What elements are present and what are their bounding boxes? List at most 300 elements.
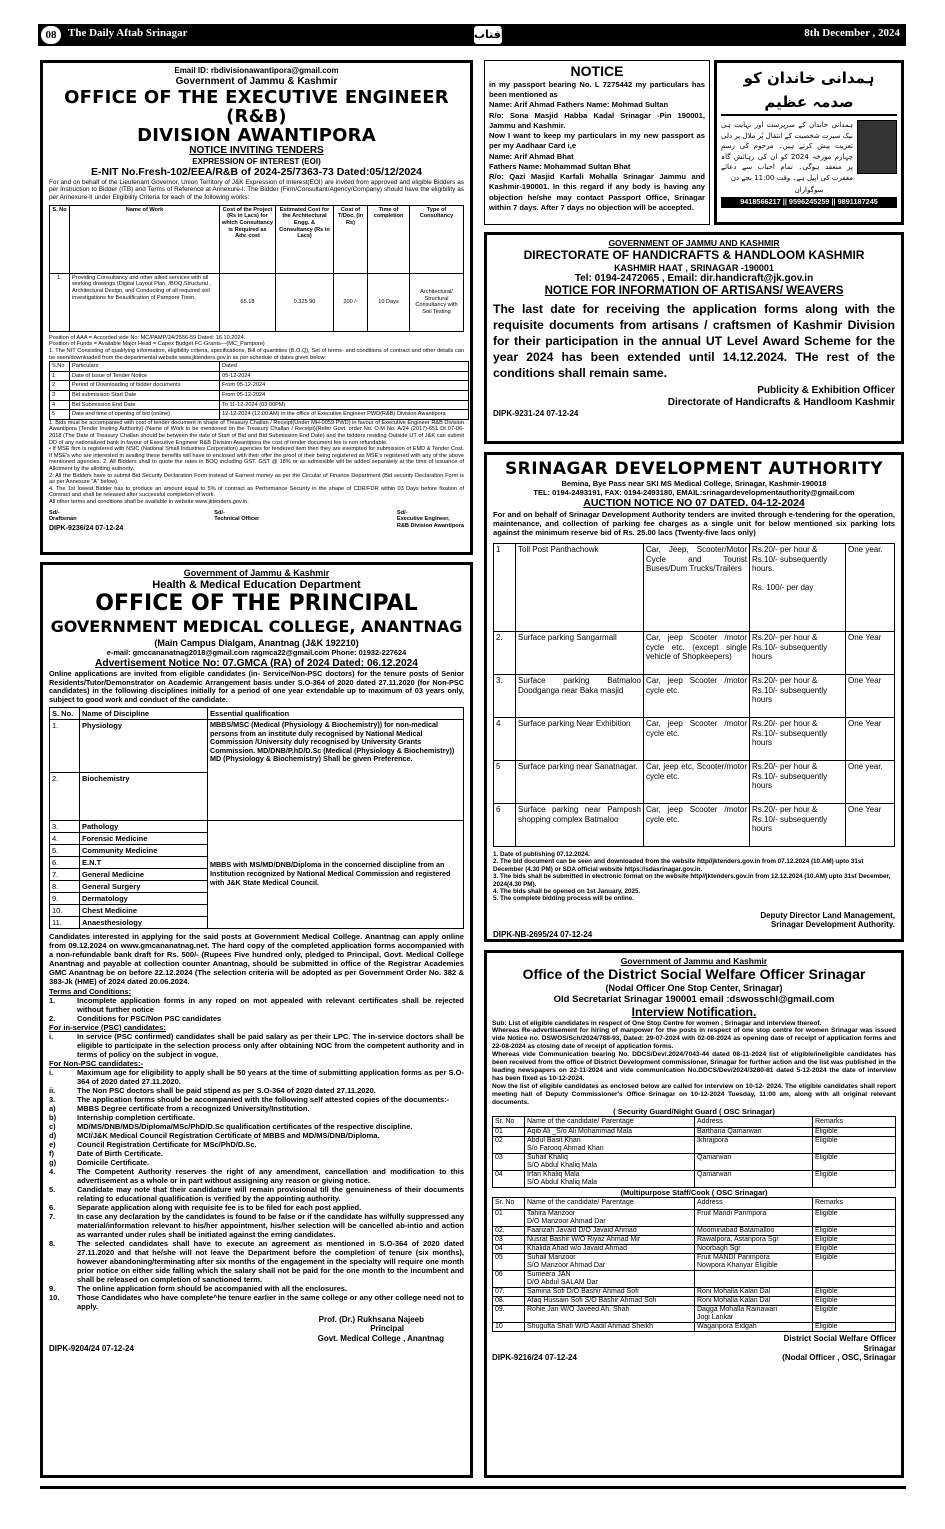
parking-cell: Surface parking near Pamposh shopping complex Batmaloo [516,803,644,846]
schedule-cell: 3 [50,391,70,401]
gmc-inservice-item [49,1032,464,1059]
sda-title: SRINAGAR DEVELOPMENT AUTHORITY [504,459,884,479]
gmc-sno: 2. [50,772,80,820]
parking-cell: Car, Jeep, Scooter/Motor Cycle and Tourist Buses/Dum Trucks/Trailers [644,543,750,631]
gmc-nonpsc-item [49,1113,464,1122]
gmc-qual1: MBBS/MSC (Medical (Physiology & Biochemistry)) for non-medical persons from an institute duly recognised by National Medical Commission /University duly recognised by University Grants Commission. MD/DNB/P.hD/D.Sc (Medical (Physiology & Biochemistry)) [210,719,455,755]
gmc-govt: Government of Jammu & Kashmir [183,568,330,578]
gmc-nonpsc-item-text: The application forms should be accompanied with the following self attested copies of the documents:- [77,1094,450,1104]
hc-address: KASHMIR HAAT , SRINAGAR -190001 [614,262,774,273]
schedule-cell: 05-12-2024 [220,371,469,381]
gmc-sno: 5. [50,844,80,856]
dswo-sub: (Nodal Officer One Stop Center, Srinagar) [605,982,783,993]
candidate-cell: 08. [493,1297,525,1306]
candidate-cell: Eligible [813,1306,896,1323]
rb-govt: Government of Jammu & Kashmir [175,75,338,87]
gmc-nonpsc-item [49,1293,464,1311]
gmc-nonpsc-item-num: f) [49,1148,54,1158]
sda-sig1: Deputy Director Land Management, [760,910,895,920]
rb-th: Type of Consultancy [410,205,464,273]
schedule-cell: Period of Downloading of bidder documents [70,381,220,391]
gmc-nonpsc-item-text: Date of Birth Certificate. [77,1148,163,1158]
gmc-nonpsc-item-text: MCI/J&K Medical Council Registration Certificate of MBBS and MD/MS/DNB/Diploma. [77,1130,380,1140]
gmc-inservice-heading: For in-service (PSC) candidates: [49,1022,166,1032]
parking-cell: 3. [494,674,516,717]
gmc-nonpsc-item [49,1212,464,1239]
parking-cell: Car, jeep Scooter /motor cycle etc. [644,674,750,717]
parking-cell: One Year [846,631,895,674]
dswo-interview-notice [484,950,904,1478]
candidate-cell: Suhail Manzoor S/O Manzoor Ahmad Dar [525,1253,695,1270]
gmc-nonpsc-item-text: In case any declaration by the candidates is found to be false or if the candidate has wilfully suppressed any material/information relevant to his/her appointment, his/her selection will be cancelled ab-intio and action as warranted under rules shall be initiated against the erring candidates. [77,1211,464,1239]
candidate-row [493,1297,896,1306]
gmc-nonpsc-item [49,1104,464,1113]
gmc-discipline: Physiology [80,719,208,772]
schedule-cell: Bid submission Start Date [70,391,220,401]
gmc-para: Candidates interested in applying for the said posts at Government Medical College. Anantnag can apply online from 09.12.2024 on www.gmcananatnag.net. The hard copy of the completed application forms accompanied with a non-refundable bank draft for Rs. 500/- (Rupees Five hundred only, pledged to Principal, Govt. Medical College Anantnag and payable at collection counter Anantnag, should be submitted in office of the Registrar Academies GMC Anantnag be on before 22.12.2024 (The selection criteria will be adopted as per Government Order No. 382 & 383-Jk (HME) of 2024 dated 20.06.2024. [49,931,464,987]
candidate-cell: Sumeera JAN D/O Abdul SALAM Dar [525,1270,695,1287]
gmc-sno: 8. [50,880,80,892]
schedule-cell: From 05-12-2024 [220,391,469,401]
rb-th: Time of completion [368,205,410,273]
parking-cell: 6 [494,803,516,846]
parking-cell: Rs.20/- per hour & Rs.10/- subsequently hours [750,760,846,803]
sda-note: 1. Date of publishing 07.12.2024. [493,850,590,858]
dswo-sig1: District Social Welfare Officer [783,1334,896,1344]
gmc-nonpsc-item-text: The Competent Authority reserves the right of any amendment, cancellation and modification to this advertisement as a whole or in part without assigning any reason or giving notice. [77,1166,464,1185]
parking-cell: 1 [494,543,516,631]
candidate-cell: 04 [493,1171,525,1188]
candidate-row [493,1270,896,1287]
gmc-nonpsc-item [49,1203,464,1212]
gmc-nonpsc-item-text: Those Candidates who have complete^he tenure earlier in the same college or any other college need not to apply. [77,1292,464,1311]
hc-govt: GOVERNMENT OF JAMMU AND KASHMIR [608,238,780,248]
gmc-nonpsc-item-num: ii. [49,1085,56,1095]
gmc-nonpsc-heading: For Non-PSC candidates:- [49,1058,144,1068]
schedule-row [50,371,469,381]
candidate-cell: Afaq Hussain Sofi S/O Bashir Ahmad Sofi [525,1297,695,1306]
candidate-cell: Moominabad Batamalloo [695,1226,813,1235]
gmc-qual2: MD (Physiology & Biochemistry) Shall be given Preference. [210,754,413,764]
rb-note: 1. The NIT Consisting of qualifying information, eligibility criteria, specifications, Bill of quantities (B.O.Q), Set of terms- and conditions of contract and other details can be seen/downloaded from the departmental website www.jktenders.gov.in as per schedule of dates given below: [49,348,464,361]
handicrafts-notice [484,232,904,444]
candidate-row [493,1127,896,1136]
rb-sd: Sd/- [49,509,60,516]
issue-date: 8th December , 2024 [804,27,900,39]
gmc-nonpsc-item [49,1095,464,1104]
gmc-nonpsc-item [49,1185,464,1203]
candidate-cell: Eligible [813,1136,896,1153]
gmc-dept: Health & Medical Education Department [152,578,361,591]
parking-cell: Toll Post Panthachowk [516,543,644,631]
notice-line: R/o: Qazi Masjid Karfali Mohalla Srinagar Jammu and Kashmir-190001. In this regard if any body is having any objection he/she may contact Passport Office, Srinagar within 7 days. After 7 days no objection will be accepted. [489,172,705,212]
candidate-cell: Eligible [813,1235,896,1244]
dswo-paras [492,1020,896,1107]
rb-sd: Sd/- [396,509,408,516]
rb-th: Cost of the Project (Rs in Lacs) for which Consultancy is Required as Adv. cost [220,205,276,273]
gmc-nonpsc-item-text: The selected candidates shall have to execute an agreement as mentioned in S.O-364 of 2020 dated 27.11.2020 and that he/she will not leave the Department before the completion of tenure (six months), however abandoning/terminating after six months of the engagement in the specialty will require one month prior notice on either side falling which the salary shall not be paid for the one month to the incumbent and shall be released on completion of sanctioned term. [77,1238,464,1284]
rb-th: Name of Work [70,205,220,273]
gmc-inservice [49,1032,464,1059]
parking-cell: Surface parking near Sanatnagar. [516,760,644,803]
notice-title: NOTICE [570,63,624,79]
candidate-cell: Fruit Mandi Parimpora [695,1209,813,1226]
rb-th: Cost of T/Doc. (in Rs) [334,205,368,273]
gmc-term-text: Incomplete application forms in any roped on mot appealed with relevant certificates shall be rejected without further notice [77,995,464,1014]
gmc-discipline: Pathology [80,820,208,832]
sda-note: 2. The bid document can be seen and downloaded from the website http//jktenders.gov.in from 07.12.2024 (10.AM) upto 31st December (4.30 PM) or SDA official website https://sdasrinagar.gov.in. [493,858,864,873]
passport-notice [484,60,710,225]
dswo-address: Old Secretariat Srinagar 190001 email :dswosschl@gmail.com [553,993,835,1005]
gmc-advertisement [40,562,473,1478]
rb-email: Email ID: rbdivisionawantipora@gmail.com [174,66,339,75]
gmc-discipline: Biochemistry [80,772,208,820]
schedule-row [50,400,469,410]
gmc-sig2: Principal [370,1324,404,1334]
gmc-th: S. No. [50,707,80,719]
candidate-cell: Ikhrajpora [695,1136,813,1153]
gmc-nonpsc-item [49,1167,464,1185]
dswo-th: Sr. No [493,1198,525,1209]
hc-heading: NOTICE FOR INFORMATION OF ARTISANS/ WEAVERS [544,285,844,298]
gmc-sno: 10. [50,904,80,916]
dswo-th: Address [695,1116,813,1127]
parking-cell: 4 [494,717,516,760]
gmc-discipline: General Surgery [80,880,208,892]
gmc-discipline: Dermatology [80,892,208,904]
gmc-discipline-table [49,707,464,929]
rb-th: Estimated Cost for the Architectural Engg. & Consultancy (Rs in Lacs) [276,205,334,273]
candidate-cell: Rohie Jan W/O Javeed Ah. Shah [525,1306,695,1323]
parking-row [494,760,895,803]
sda-sig2: Srinagar Development Authority. [770,920,895,930]
candidate-cell: 03 [493,1154,525,1171]
gmc-nonpsc-item-num: 7. [49,1211,56,1221]
candidate-cell [695,1270,813,1287]
candidate-row [493,1209,896,1226]
rb-sig-ee: Executive Engineer, [396,516,450,523]
gmc-nonpsc-item-text: Maximum age for eligibility to apply shall be 50 years at the time of submitting application forms as per S.O-364 of 2020 dated 27.11.2020. [77,1067,464,1086]
candidate-cell: Qamarwari [695,1171,813,1188]
gmc-term [49,1014,464,1023]
gmc-sig1: Prof. (Dr.) Rukhsana Najeeb [318,1314,424,1324]
notice-line: R/o: Sona Masjid Habba Kadal Srinagar -Pin 190001, Jammu and Kashmir. [489,110,705,130]
hc-title: DIRECTORATE OF HANDICRAFTS & HANDLOOM KASHMIR [523,248,865,263]
gmc-th: Name of Discipline [80,707,208,719]
candidate-cell: Khalida Ahad w/o Javaid Ahmad [525,1244,695,1253]
candidate-cell: Irfan Khaliq Mala S/O Abdul Khaliq Mala [525,1171,695,1188]
dswo-th: Sr. No [493,1116,525,1127]
parking-row [494,631,895,674]
gmc-nonpsc-item-text: Domicile Certificate. [77,1157,150,1167]
rb-condition: All other terms and conditions shall be available in website www.jktenders.gov.in. [49,498,249,505]
dswo-table-2 [492,1197,896,1332]
gmc-intro: Online applications are invited from eligible candidates (in- Service/Non-PSC doctors) for the tenure posts of Senior Residents/Tutor/Demonstrator on Academic Arrangement basis under S.O-364 of 2020 dated 27.11.2020 (for Non-PSC candidates) in the following disciplines initially for a period of one year extendable up to maximum of 03 years only, subject to good work and conduct of the candidate. [49,668,464,705]
candidate-cell: 04 [493,1244,525,1253]
candidate-cell: 07. [493,1288,525,1297]
gmc-inservice-item-text: In service (PSC confirmed) candidates shall be paid salary as per their LPC. The in-service doctors shall be eligible to participate in the selection process only after obtaining NOC from the competent authority and in terms of policy on the subject in vogue. [77,1031,464,1059]
gmc-nonpsc-item-num: 6. [49,1202,56,1212]
schedule-cell: From 05-12-2024 [220,381,469,391]
gmc-discipline: Community Medicine [80,844,208,856]
candidate-row [493,1171,896,1188]
notice-line: in my passport bearing No. L 7275442 my particulars has been mentioned as [489,79,705,100]
gmc-term-num: 1. [49,995,56,1005]
sda-ref: DIPK-NB-2695/24 07-12-24 [493,930,593,940]
rb-sd: Sd/- [214,509,225,516]
gmc-terms-heading: Terms and Conditions: [49,986,132,996]
candidate-cell: Eligible [813,1209,896,1226]
rb-enit-number: E-NIT No.Fresh-102/EEA/R&B of 2024-25/7363-73 Dated:05/12/2024 [91,166,422,179]
candidate-cell: Eligible [813,1127,896,1136]
urdu-condolence-ad [714,60,904,225]
candidate-cell: 02 [493,1136,525,1153]
schedule-cell: Date of Issue of Tender Notice [70,371,220,381]
candidate-cell: Eligible [813,1171,896,1188]
rb-cell: 200 /- [334,273,368,331]
masthead [38,24,906,46]
candidate-cell: Eligible [813,1323,896,1332]
parking-cell: Rs.20/- per hour & Rs.10/- subsequently hours [750,803,846,846]
candidate-cell: Faarizah Javaid D/O Javaid Ahmad [525,1226,695,1235]
rb-works-table [49,205,464,332]
dswo-sig3: (Nodal Officer , OSC, Srinagar [782,1353,896,1363]
gmc-nonpsc-item [49,1158,464,1167]
candidate-cell: Eligible [813,1154,896,1171]
gmc-nonpsc-item-num: 3. [49,1094,56,1104]
parking-cell: One year. [846,543,895,631]
rb-title: OFFICE OF THE EXECUTIVE ENGINEER (R&B) [64,86,449,127]
gmc-nonpsc-item-num: i. [49,1067,54,1077]
gmc-nonpsc-item-text: Internship completion certificate. [77,1112,195,1122]
gmc-sno: 4. [50,832,80,844]
dswo-ref: DIPK-9216/24 07-12-24 [492,1353,577,1363]
gmc-email: e-mail: gmccananatnag2018@gmail.com ragmca22@gmail.com Phone: 01932-227624 [106,647,407,657]
rb-cell: 1. [50,273,70,331]
candidate-cell: Shugufta Shafi W/O Aadil Ahmad Sheikh [525,1323,695,1332]
candidate-cell: Suhail Khaliq S/O Abdul Khaliq Mala [525,1154,695,1171]
parking-row [494,803,895,846]
sda-notes [493,851,895,903]
candidate-cell: Eligible [813,1288,896,1297]
gmc-sig3: Govt. Medical College , Anantnag [317,1334,444,1344]
rb-cell: 10 Days [368,273,410,331]
gmc-discipline: General Medicine [80,868,208,880]
candidate-row [493,1235,896,1244]
parking-cell: One year. [846,760,895,803]
sda-contact: TEL: 0194-2493191, FAX: 0194-2493180, EMAIL:srinagardevelopmentauthority@gmail.com [533,488,855,497]
rb-position-aaa: Position of AAA = Accorded vide No: MC/PAMP/24/2556-59 Dated: 16.10.2024. [49,334,246,341]
dswo-th: Name of the candidate/ Parentage [525,1116,695,1127]
candidate-row [493,1253,896,1270]
parking-cell: Surface parking Sangarmall [516,631,644,674]
gmc-nonpsc-item-text: Candidate may note that their candidature will remain provisional till the genuineness of their documents relating to educational qualification is verified by the appointing authority. [77,1184,464,1203]
candidate-cell: Roni Mohalla Kalan Dal [695,1297,813,1306]
gmc-nonpsc-item [49,1239,464,1284]
sda-note: 3. The bids shall be submitted in electronic format on the website http//jktenders.gov.in from 12.12.2024 (10.AM) upto 31st December, 2024(4.30 PM). [493,873,891,888]
candidate-cell: Tahira Manzoor D/O Manzoor Ahmad Dar [525,1209,695,1226]
candidate-cell: Abdul Basit Khan S/o Farooq Ahmad Khan [525,1136,695,1153]
sda-address: Bemina, Bye Pass near SKI MS Medical College, Srinagar, Kashmir-190018 [561,479,827,488]
gmc-title: OFFICE OF THE PRINCIPAL [95,590,418,616]
gmc-nonpsc-item [49,1068,464,1086]
discipline-row [50,820,464,832]
rb-condition: 2. All the Bidders have to submit Bid Security Declaration Form instead of Earnest money as per the Circular of Finance Department (Bid security Declaration Form is as per Annexure "A" below). [49,472,464,486]
gmc-sno: 9. [50,892,80,904]
gmc-nonpsc-item-num: g) [49,1157,57,1167]
gmc-nonpsc-item-num: 10. [49,1292,60,1302]
gmc-nonpsc-item-text: Council Registration Certificate for MSc/PhD/D.Sc. [77,1139,257,1149]
schedule-row [50,381,469,391]
rb-intro: For and on behalf of the Lieutenant Governor, Union Territory of J&K Expression of Interest(EOI) are invited from approved and eligible Bidders as per Instruction to Bidder (ITB) and Terms of Reference at Annexure-I. The Bidder (Firm/Consultant/Agency/Company) should have the eligibility as per Annexure-II under Eligibility Criteria for each of the following works: [49,178,464,202]
candidate-cell: Waganpora Eidgah [695,1323,813,1332]
candidate-cell: Eligible [813,1226,896,1235]
candidate-cell: 10 [493,1323,525,1332]
dswo-para: Sub: List of eligible candidates in respect of One Stop Centre for women , Srinagar and interview thereof. [492,1019,822,1027]
candidate-row [493,1244,896,1253]
gmc-nonpsc-item-num: 5. [49,1184,56,1194]
urdu-title: ہمدانی خاندان کو صدمہ عظیم [721,66,897,116]
gmc-campus: (Main Campus Dialgam, Anantnag (J&K 192210) [154,637,359,648]
rb-th: S. No [50,205,70,273]
candidate-cell: 01 [493,1127,525,1136]
candidate-cell: 09. [493,1306,525,1323]
gmc-sno: 3. [50,820,80,832]
notice-line: Name: Arif Ahmad Bhat [489,151,574,161]
gmc-nonpsc [49,1068,464,1311]
rb-conditions [49,420,464,506]
candidate-row [493,1226,896,1235]
hc-sig2: Directorate of Handicrafts & Handloom Kashmir [667,397,895,409]
candidate-cell: Eligible [813,1253,896,1270]
candidate-row [493,1154,896,1171]
rb-nit-heading: NOTICE INVITING TENDERS [189,144,324,156]
candidate-cell: 03 [493,1235,525,1244]
gmc-nonpsc-item [49,1284,464,1293]
portrait-photo [857,120,897,174]
candidate-cell: Dagga Mohalla Rainawari Jogi Lankar [695,1306,813,1323]
notice-line: Now I want to keep my particulars in my new passport as per my Aadhaar Card i,e [489,131,705,151]
candidate-cell: Roni Mohalla Kalan Dal [695,1288,813,1297]
rb-tender-ad [40,60,473,555]
candidate-cell: Fruit MANDI Parimpora Nowpora Khanyar Eligible [695,1253,813,1270]
dswo-th: Name of the candidate/ Parentage [525,1198,695,1209]
hc-ref: DIPK-9231-24 07-12-24 [493,409,579,419]
candidate-cell: Samina Sofi D/O Bashir Ahmad Sofi [525,1288,695,1297]
schedule-row [50,410,469,420]
schedule-cell: 2 [50,381,70,391]
urdu-body: ہمدانی خاندان کے سرپرست اور نہایت ہی نیک سیرت شخصیت کے انتقال پُر ملال پر دلی تعزیت پیش کرتے ہیں۔ مرحوم کی رسمِ چہارم مورخہ 2024 کو ان کی رہائش گاہ پر منعقد ہوگی۔ تمام احباب سے دعائے مغفرت کی اپیل ہے۔ وقت 11:00 بجے دن [721,121,853,182]
dswo-th: Address [695,1198,813,1209]
notice-line: Fathers Name: Mohammad Sultan Bhat [489,161,631,171]
gmc-discipline: Forensic Medicine [80,832,208,844]
gmc-nonpsc-item-text: The Non PSC doctors shall be paid stipend as per S.O-364 of 2020 dated 27.11.2020. [77,1085,376,1095]
hc-contact: Tel: 0194-2472065 , Email: dir.handicraft@jk.gov.in [574,273,814,285]
gmc-nonpsc-item [49,1131,464,1140]
gmc-nonpsc-item [49,1149,464,1158]
newspaper-logo: آفتاب [474,26,502,44]
candidate-row [493,1306,896,1323]
dswo-th: Remarks [813,1116,896,1127]
gmc-nonpsc-item [49,1086,464,1095]
rb-position-funds: Position of Funds = Available Major Head = Capex Budget FC-Grants—(MC_Pampore) [49,341,265,348]
schedule-row [50,391,469,401]
dswo-govt: Government of Jammu and Kashmir [620,956,768,966]
schedule-cell: 4 [50,400,70,410]
dswo-title: Office of the District Social Welfare Officer Srinagar [522,966,866,983]
gmc-term-text: Conditions for PSC/Non PSC candidates [77,1013,222,1023]
gmc-nonpsc-item-text: Separate application along with requisite fee is to be filed for each post applied. [77,1202,362,1212]
parking-row [494,543,895,631]
parking-cell: Rs.20/- per hour & Rs.10/- subsequently hours [750,631,846,674]
dswo-para: Now the list of eligible candidates as enclosed below are called for interview on 10-12- 2024. The eligible candidates shall report meeting hall of Deputy Commissioner's Office Srinagar on 10-12-2024 Tuesday, 11:00 am, along with all original relevant documents. [492,1082,896,1106]
candidate-row [493,1136,896,1153]
rb-sig-technical: Technical Officer [214,516,260,523]
parking-cell: One Year [846,674,895,717]
candidate-row [493,1323,896,1332]
candidate-cell: Eligible [813,1297,896,1306]
gmc-discipline: E.N.T [80,856,208,868]
candidate-cell: Eligible [813,1244,896,1253]
rb-schedule-table [49,361,469,420]
parking-row [494,717,895,760]
gmc-th: Essential qualification [208,707,464,719]
gmc-sno: 11. [50,916,80,928]
schedule-cell: 1 [50,371,70,381]
dswo-para: Whereas vide Communication bearing No. DDCS/Dev/.2024/7043-44 dated 08-11-2024 list of eligible/ineligible candidates has been received from the office of District Development commissioner, Srinagar for further action and the list was published in the leading newspapers on 22-11-2024 and vide communication No.DDCS/Dev/2024/3280-81 dated 5-12-2024 the date of interview has been fixed as 10-12-2024. [492,1051,896,1082]
schedule-cell: Dated [220,362,469,372]
dswo-heading: Interview Notification. [631,1005,757,1020]
notice-body [489,80,705,213]
parking-cell: One Year [846,803,895,846]
sda-auction-notice [484,452,904,942]
rb-condition: • If MSE firm is registered with NSIC (National Small Industries Corporation) agencies for tendered item then they are exempted for submission of EMD & Tender Cost. If MSE's who are interested in availing these benefits will have to enclosed with their offer the proof of their being registered as MSE's registered with any of the above mentioned agencies. 2. All Bidders shall to quote the rates in BOQ including GST. GST @ 18% or as admissible will be added separately at the time of issuance of Allotment by the allotting authority. [49,446,464,472]
candidate-row [493,1288,896,1297]
rb-cell: 65.18 [220,273,276,331]
hc-body: The last date for receiving the application forms along with the requisite documents from artisans / craftsmen of Kashmir Division for their participation in the annual UT Level Award Scheme for the year 2024 has been extended until 14.12.2024. THe rest of the conditions shall remain same. [493,302,895,380]
parking-cell: Car, jeep Scooter /motor cycle etc. [644,717,750,760]
candidate-cell: Rawalpora, Astanpora Sgr [695,1235,813,1244]
gmc-discipline: Anaesthesiology [80,916,208,928]
gmc-nonpsc-item-text: MBBS Degree certificate from a recognized University/Institution. [77,1103,310,1113]
schedule-row [50,362,469,372]
urdu-phones: 9418566217 || 9596245259 || 9891187245 [721,197,897,208]
candidate-cell: 06 [493,1270,525,1287]
rb-sig-division: R&B Division Awantipora [396,522,464,529]
parking-cell: 2. [494,631,516,674]
gmc-nonpsc-item-num: c) [49,1121,56,1131]
parking-cell: Rs.20/- per hour & Rs.10/- subsequently hours. Rs. 100/- per day [750,543,846,631]
candidate-cell: 02. [493,1226,525,1235]
gmc-qual3: MBBS with MS/MD/DNB/Diploma in the concerned discipline from an Institution recognized by National Medical Commission and registered with J&K State Medical Council. [208,820,464,928]
parking-cell: One Year [846,717,895,760]
gmc-nonpsc-item-num: 8. [49,1238,56,1248]
gmc-nonpsc-item-num: 4. [49,1166,56,1176]
parking-cell: Car, jeep Scooter /motor cycle etc. [644,803,750,846]
parking-cell: Rs.20/- per hour & Rs.10/- subsequently hours [750,674,846,717]
dswo-th: Remarks [813,1198,896,1209]
parking-cell: Car, jeep etc, Scooter/motor cycle etc. [644,760,750,803]
schedule-cell: 12-12-2024 (12.00 AM) in the office of Executive Engineer PWD(R&B) Division Awantipora [220,410,469,420]
sda-intro: For and on behalf of Srinagar Development Authority tenders are invited through e-tendering for the operation, maintenance, and collection of parking fee charges as a single unit for below mentioned six parking lots against the minimum reserve bid of Rs. 25.00 lacs (Twenty-five lacs only) [493,509,895,537]
hc-sig1: Publicity & Exhibition Officer [757,385,895,397]
gmc-nonpsc-item-text: The online application form should be accompanied with all the enclosures. [77,1283,348,1293]
parking-row [494,674,895,717]
gmc-term [49,996,464,1014]
gmc-nonpsc-item-text: MD/MS/DNB/MDS/Diploma/MSc/PhD/D.Sc qualification certificates of the respective discipline. [77,1121,413,1131]
gmc-nonpsc-item [49,1122,464,1131]
gmc-sno: 6. [50,856,80,868]
